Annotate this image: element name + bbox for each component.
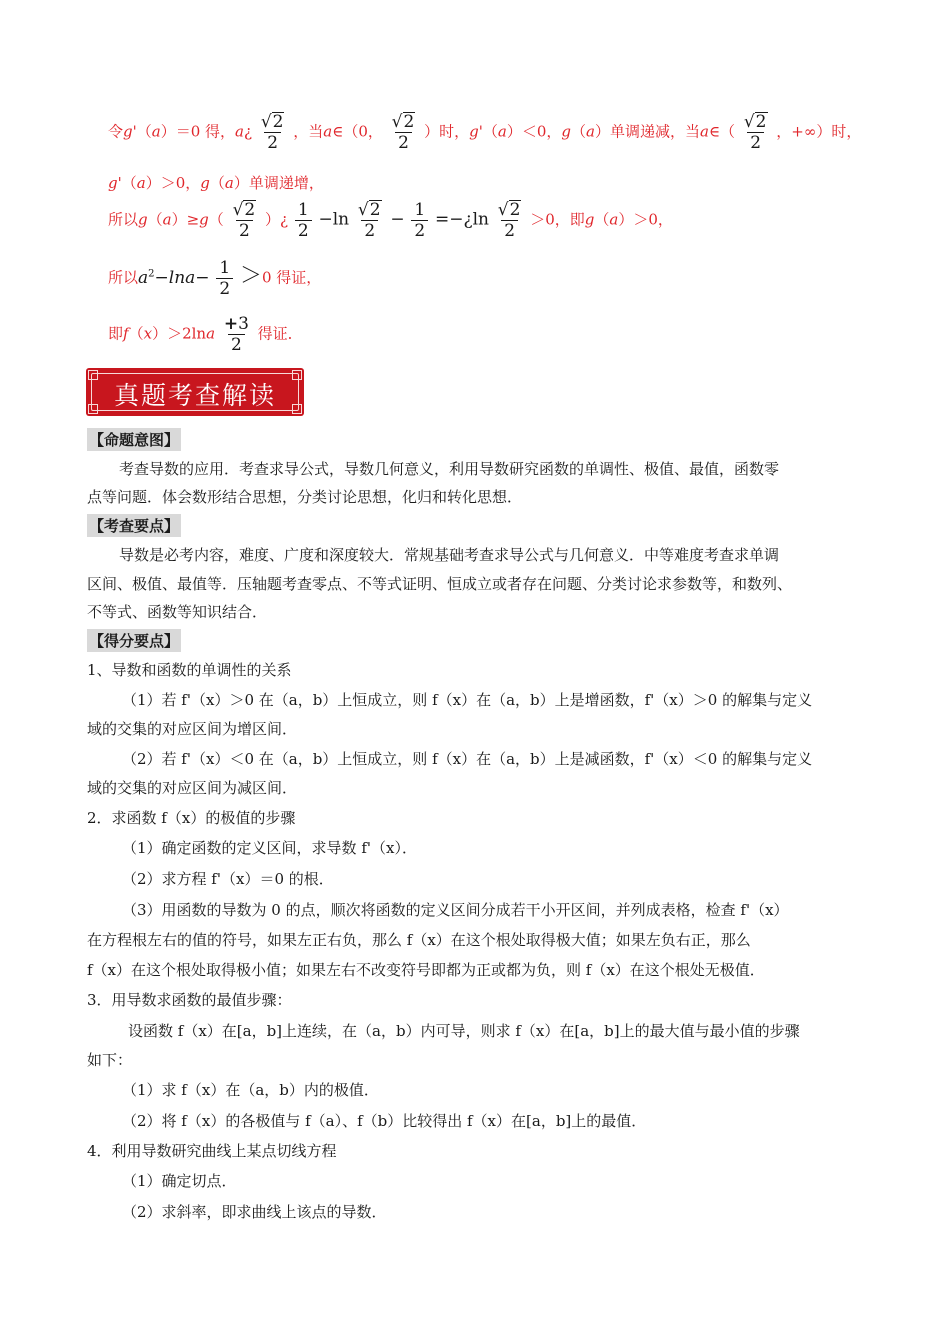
heading-4: 4．利用导数研究曲线上某点切线方程: [87, 1142, 337, 1160]
fraction-sqrt2-over-2: $\frac{√2}{2}$: [497, 200, 521, 241]
tag-intent: 【命题意图】: [87, 428, 181, 451]
solution-line-4: 所以$a^2-\ln a-$ $\frac{1}{2}$ ＞0 得证，: [108, 258, 322, 299]
fraction-sqrt2-over-2: $\frac{√2}{2}$: [232, 200, 256, 241]
banner-title: 真题考查解读: [113, 381, 276, 410]
paragraph-line: （2）若 f'（x）＜0 在（a，b）上恒成立，则 f（x）在（a，b）上是减函数，f'（x）＜0 的解集与定义: [122, 750, 813, 768]
step-line: 在方程根左右的值的符号，如果左正右负，那么 f（x）在这个根处取得极大值；如果左负右正，那么: [87, 931, 751, 949]
intent-line: 考查导数的应用．考查求导公式，导数几何意义，利用导数研究函数的单调性、极值、最值，函数零: [119, 460, 780, 478]
paragraph-line: （2）将 f（x）的各极值与 f（a）、f（b）比较得出 f（x）在[a，b]上的最值．: [122, 1112, 647, 1130]
paragraph-line: 设函数 f（x）在[a，b]上连续，在（a，b）内可导，则求 f（x）在[a，b]上的最大值与最小值的步骤: [128, 1022, 800, 1040]
fraction-1-over-2: $\frac{1}{2}$: [295, 200, 312, 241]
points-line: 区间、极值、最值等．压轴题考查零点、不等式证明、恒成立或者存在问题、分类讨论求参数等，和数列、: [87, 575, 793, 593]
section-banner: [86, 368, 304, 416]
paragraph-line: （1）确定切点．: [122, 1172, 237, 1190]
points-line: 不等式、函数等知识结合．: [87, 603, 268, 621]
fraction-sqrt2-over-2: $\frac{√2}{2}$: [357, 200, 381, 241]
fraction-1-over-2: $\frac{1}{2}$: [411, 200, 428, 241]
paragraph-line: （2）求斜率，即求曲线上该点的导数．: [122, 1203, 387, 1221]
solution-line-1: 令g'（a）＝0 得，a¿ $\frac{√2}{2}$ ，当a∈（0， $\frac{√2}{2}$ ）时，g'（a）＜0，g（a）单调递减，当a∈（ $\frac{√2}{2}$ ，+∞）时，: [108, 112, 862, 153]
paragraph-line: （1）求 f（x）在（a，b）内的极值．: [122, 1081, 379, 1099]
step-line: （3）用函数的导数为 0 的点，顺次将函数的定义区间分成若干小开区间，并列成表格，检查 f'（x）: [122, 901, 789, 919]
paragraph-line: 如下：: [87, 1051, 133, 1069]
step-line: f（x）在这个根处取得极小值；如果左右不改变符号即都为正或都为负，则 f（x）在这个根处无极值．: [87, 961, 765, 979]
paragraph-line: 域的交集的对应区间为增区间．: [87, 720, 298, 738]
heading-1: 1、导数和函数的单调性的关系: [87, 661, 292, 679]
step-line: （2）求方程 f'（x）＝0 的根．: [122, 870, 334, 888]
paragraph-line: 域的交集的对应区间为减区间．: [87, 779, 298, 797]
intent-line: 点等问题．体会数形结合思想，分类讨论思想，化归和转化思想．: [87, 488, 523, 506]
tag-scoring: 【得分要点】: [87, 629, 181, 652]
heading-2: 2．求函数 f（x）的极值的步骤: [87, 809, 296, 827]
fraction-sqrt2-over-2: $\frac{√2}{2}$: [391, 112, 415, 153]
fraction-sqrt2-over-2: $\frac{√2}{2}$: [260, 112, 284, 153]
points-line: 导数是必考内容，难度、广度和深度较大．常规基础考查求导公式与几何意义．中等难度考查求单调: [119, 546, 780, 564]
step-line: （1）确定函数的定义区间，求导数 f'（x）．: [122, 839, 417, 857]
fraction-1-over-2: $\frac{1}{2}$: [216, 258, 233, 299]
solution-line-3: 所以g（a）≥g（ $\frac{√2}{2}$ ）¿ $\frac{1}{2}$ −ln $\frac{√2}{2}$ − $\frac{1}{2}$ =−¿ln $\frac{√2}{2}$ ＞0，即g（a）＞0，: [108, 200, 673, 241]
solution-line-2: g'（a）＞0，g（a）单调递增，: [108, 174, 324, 192]
tag-points: 【考查要点】: [87, 514, 181, 537]
paragraph-line: （1）若 f'（x）＞0 在（a，b）上恒成立，则 f（x）在（a，b）上是增函数，f'（x）＞0 的解集与定义: [122, 691, 813, 709]
heading-3: 3．用导数求函数的最值步骤：: [87, 991, 292, 1009]
fraction-plus-3-over-2: $\frac{+3}{2}$: [223, 314, 249, 355]
fraction-sqrt2-over-2: $\frac{√2}{2}$: [743, 112, 767, 153]
solution-line-5: 即f（x）＞2lna $\frac{+3}{2}$ 得证．: [108, 314, 303, 355]
